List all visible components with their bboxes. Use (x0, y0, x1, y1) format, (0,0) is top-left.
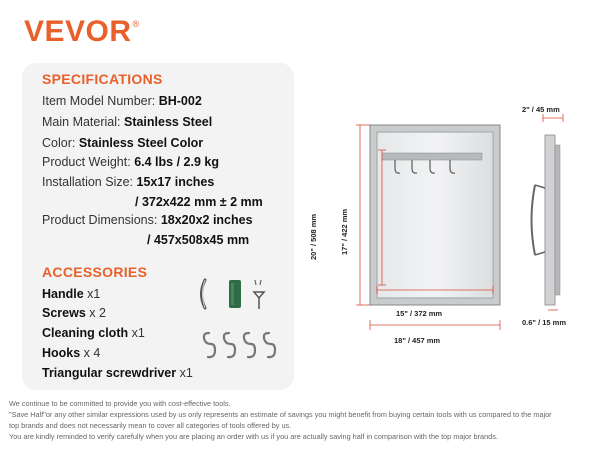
disclaimer-line: You are kindly reminded to verify carefully when you are placing an order with us if you are actually saving half in comparison with the top major brands. (9, 432, 498, 441)
cleaning-cloth-icon (229, 280, 241, 308)
accessory-name: Handle (42, 287, 84, 301)
disclaimer-line: top brands and does not necessarily mean to cover all categories of tools offered by us. (9, 421, 292, 430)
accessory-qty: x 4 (80, 346, 101, 360)
screws-icon (255, 280, 261, 285)
spec-label: Installation Size: (42, 175, 137, 189)
accessory-name: Screws (42, 306, 86, 320)
height-inner-label: 17" / 422 mm (340, 208, 349, 255)
hooks-icon (204, 333, 275, 357)
height-outer-label: 20" / 508 mm (309, 213, 318, 260)
width-outer-label: 18" / 457 mm (394, 336, 441, 345)
spec-item-model (42, 94, 202, 108)
disclaimer (9, 398, 594, 442)
disclaimer-line: We continue to be committed to provide you with cost-effective tools. (9, 399, 231, 408)
spec-value: Stainless Steel (123, 115, 213, 129)
depth-label: 2" / 45 mm (522, 105, 560, 114)
specifications-title: SPECIFICATIONS (42, 71, 163, 87)
disclaimer-line: "Save Half"or any other similar expressions used by us only represents an estimate of savings you might benefit from buying certain tools with us compared to the major (9, 410, 552, 419)
door-front-illustration (370, 125, 500, 305)
spec-weight (42, 155, 219, 169)
width-inner-label: 15" / 372 mm (396, 309, 443, 318)
handle-icon (202, 280, 206, 308)
spec-label: Main Material: (42, 115, 124, 129)
spec-dimensions-metric: / 457x508x45 mm (147, 233, 250, 247)
spec-value: 18x20x2 inches (160, 213, 253, 227)
registered-mark: ® (132, 19, 140, 29)
accessory-qty: x1 (83, 287, 101, 301)
spec-value: 6.4 lbs / 2.9 kg (134, 155, 219, 169)
accessory-qty: x1 (128, 326, 145, 340)
accessory-name: Triangular screwdriver (42, 366, 177, 380)
spec-label: Product Dimensions: (42, 213, 161, 227)
accessory-illustrations (195, 278, 285, 368)
accessory-qty: x 2 (85, 306, 106, 320)
brand-logo (24, 15, 139, 49)
screwdriver-icon (254, 292, 264, 309)
spec-value: 15x17 inches (136, 175, 215, 189)
door-side-illustration (532, 135, 561, 305)
accessory-name: Hooks (42, 346, 81, 360)
spec-label: Product Weight: (42, 155, 135, 169)
accessory-qty: x1 (176, 366, 193, 380)
spec-label: Color: (42, 136, 79, 150)
accessory-item (42, 366, 193, 380)
accessory-item (42, 306, 106, 320)
brand-name: VEVOR (24, 15, 132, 48)
spec-value: BH-002 (158, 94, 202, 108)
flange-label: 0.6" / 15 mm (522, 318, 566, 327)
accessories-title: ACCESSORIES (42, 264, 148, 280)
spec-installation-metric: / 372x422 mm ± 2 mm (135, 195, 263, 209)
spec-label: Item Model Number: (42, 94, 159, 108)
spec-dimensions (42, 213, 253, 227)
product-dimension-diagram (300, 100, 595, 355)
accessory-name: Cleaning cloth (42, 326, 129, 340)
accessory-item (42, 346, 100, 360)
accessory-item (42, 326, 145, 340)
spec-color (42, 136, 203, 150)
accessory-item (42, 287, 100, 301)
spec-installation (42, 175, 214, 189)
spec-value: Stainless Steel Color (78, 136, 204, 150)
spec-material (42, 115, 212, 129)
